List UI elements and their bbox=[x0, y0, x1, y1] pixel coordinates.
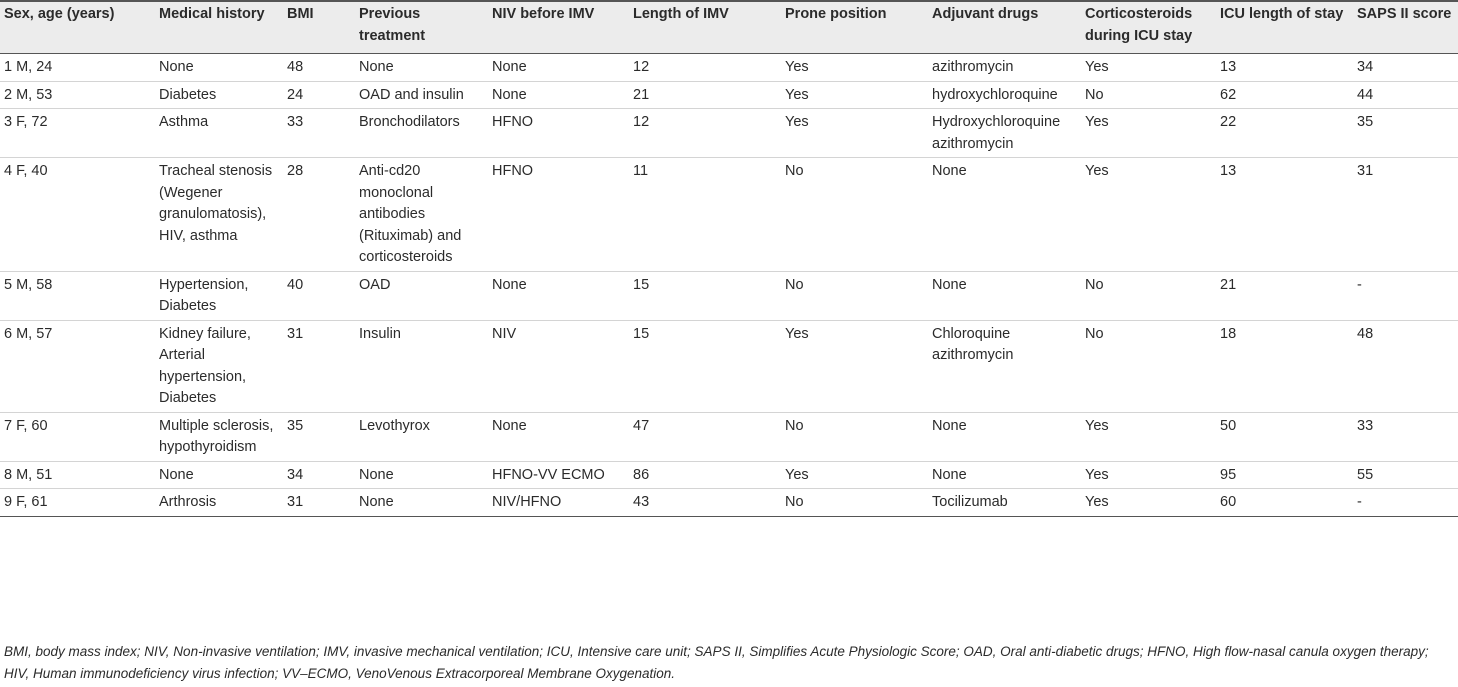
cell-medical-history: Tracheal stenosis (Wegener granulomatosis), HIV, asthma bbox=[159, 163, 273, 244]
table-footnote: BMI, body mass index; NIV, Non-invasive ventilation; IMV, invasive mechanical ventilation; ICU, Intensive care unit; SAPS II, Simplifies Acute Physiologic Score; OAD, Oral anti-diabetic drugs; HFNO, High flow-nasal canula oxygen therapy; HIV, Human immunodeficiency virus infection; VV–ECMO, VenoVenous Extracorporeal Membrane Oxygenation. bbox=[4, 644, 1429, 681]
cell-saps-ii: 34 bbox=[1357, 59, 1374, 75]
header-corticosteroids: Corticosteroids during ICU stay bbox=[1081, 1, 1216, 54]
header-row bbox=[0, 1, 1458, 54]
cell-saps-ii: 31 bbox=[1357, 163, 1374, 179]
cell-prone-position: No bbox=[785, 494, 804, 510]
cell-medical-history: Asthma bbox=[159, 114, 209, 130]
cell-length-imv: 12 bbox=[633, 59, 650, 75]
header-bmi: BMI bbox=[283, 1, 355, 54]
cell-length-imv: 12 bbox=[633, 114, 650, 130]
cell-bmi: 28 bbox=[287, 163, 304, 179]
cell-icu-length: 50 bbox=[1220, 417, 1237, 434]
table-row bbox=[0, 461, 1458, 489]
cell-saps-ii: 48 bbox=[1357, 325, 1374, 342]
cell-prone-position: Yes bbox=[785, 466, 809, 483]
cell-saps-ii: - bbox=[1357, 276, 1362, 293]
cell-length-imv: 43 bbox=[633, 494, 650, 510]
cell-adjuvant-drugs: None bbox=[932, 466, 967, 483]
cell-bmi: 31 bbox=[287, 325, 304, 342]
cell-niv-before-imv: HFNO bbox=[492, 163, 534, 179]
cell-previous-treatment: Bronchodilators bbox=[359, 114, 460, 130]
cell-previous-treatment: OAD bbox=[359, 276, 391, 293]
cell-sex-age: 1 M, 24 bbox=[4, 59, 53, 75]
cell-sex-age: 4 F, 40 bbox=[4, 163, 48, 179]
cell-icu-length: 18 bbox=[1220, 325, 1237, 342]
table-row bbox=[0, 412, 1458, 461]
header-length-imv: Length of IMV bbox=[629, 1, 781, 54]
cell-bmi: 31 bbox=[287, 494, 304, 510]
cell-niv-before-imv: None bbox=[492, 417, 527, 434]
cell-bmi: 33 bbox=[287, 114, 304, 130]
cell-medical-history: Diabetes bbox=[159, 86, 217, 103]
cell-length-imv: 21 bbox=[633, 86, 650, 103]
cell-icu-length: 13 bbox=[1220, 163, 1237, 179]
cell-length-imv: 47 bbox=[633, 417, 650, 434]
cell-corticosteroids: Yes bbox=[1085, 466, 1109, 483]
cell-niv-before-imv: NIV/HFNO bbox=[492, 494, 562, 510]
cell-previous-treatment: OAD and insulin bbox=[359, 86, 464, 103]
cell-icu-length: 22 bbox=[1220, 114, 1237, 130]
table-row bbox=[0, 54, 1458, 82]
cell-previous-treatment: Insulin bbox=[359, 325, 401, 342]
header-icu-length: ICU length of stay bbox=[1216, 1, 1353, 54]
cell-niv-before-imv: None bbox=[492, 276, 527, 293]
header-prone-position: Prone position bbox=[781, 1, 928, 54]
cell-prone-position: Yes bbox=[785, 114, 809, 130]
cell-medical-history: Hypertension, Diabetes bbox=[159, 276, 249, 314]
cell-adjuvant-drugs: None bbox=[932, 163, 967, 179]
header-medical-history: Medical history bbox=[155, 1, 283, 54]
cell-medical-history: Arthrosis bbox=[159, 494, 217, 510]
cell-saps-ii: - bbox=[1357, 494, 1362, 510]
cell-niv-before-imv: HFNO bbox=[492, 114, 534, 130]
cell-icu-length: 60 bbox=[1220, 494, 1237, 510]
cell-sex-age: 5 M, 58 bbox=[4, 276, 53, 293]
cell-medical-history: None bbox=[159, 466, 194, 483]
table-row bbox=[0, 320, 1458, 412]
cell-adjuvant-drugs: None bbox=[932, 417, 967, 434]
header-sex-age: Sex, age (years) bbox=[0, 1, 155, 54]
cell-icu-length: 21 bbox=[1220, 276, 1237, 293]
cell-corticosteroids: Yes bbox=[1085, 417, 1109, 434]
cell-medical-history: Multiple sclerosis, hypothyroidism bbox=[159, 417, 274, 455]
cell-prone-position: No bbox=[785, 276, 804, 293]
cell-previous-treatment: None bbox=[359, 494, 394, 510]
cell-prone-position: Yes bbox=[785, 86, 809, 103]
cell-previous-treatment: None bbox=[359, 59, 394, 75]
cell-bmi: 24 bbox=[287, 86, 304, 103]
cell-length-imv: 11 bbox=[633, 163, 649, 179]
cell-adjuvant-drugs: None bbox=[932, 276, 967, 293]
cell-bmi: 48 bbox=[287, 59, 304, 75]
table-row bbox=[0, 271, 1458, 320]
cell-saps-ii: 35 bbox=[1357, 114, 1374, 130]
cell-corticosteroids: No bbox=[1085, 325, 1104, 342]
cell-corticosteroids: Yes bbox=[1085, 59, 1109, 75]
cell-previous-treatment: Levothyrox bbox=[359, 417, 430, 434]
cell-prone-position: Yes bbox=[785, 325, 809, 342]
cell-length-imv: 15 bbox=[633, 325, 650, 342]
cell-length-imv: 15 bbox=[633, 276, 650, 293]
cell-niv-before-imv: HFNO-VV ECMO bbox=[492, 466, 605, 483]
cell-corticosteroids: Yes bbox=[1085, 494, 1109, 510]
cell-sex-age: 8 M, 51 bbox=[4, 466, 53, 483]
cell-prone-position: No bbox=[785, 417, 804, 434]
table-row bbox=[0, 489, 1458, 517]
cell-adjuvant-drugs: azithromycin bbox=[932, 59, 1014, 75]
table-header bbox=[0, 1, 1458, 54]
cell-previous-treatment: None bbox=[359, 466, 394, 483]
cell-prone-position: Yes bbox=[785, 59, 809, 75]
cell-sex-age: 3 F, 72 bbox=[4, 114, 48, 130]
header-adjuvant-drugs: Adjuvant drugs bbox=[928, 1, 1081, 54]
cell-previous-treatment: Anti-cd20 monoclonal antibodies (Rituximab) and corticosteroids bbox=[359, 163, 462, 265]
table-row bbox=[0, 81, 1458, 109]
cell-bmi: 34 bbox=[287, 466, 304, 483]
table-row bbox=[0, 158, 1458, 272]
cell-bmi: 40 bbox=[287, 276, 304, 293]
cell-adjuvant-drugs: Hydroxychloroquine azithromycin bbox=[932, 114, 1061, 152]
cell-adjuvant-drugs: Chloroquine azithromycin bbox=[932, 325, 1014, 363]
cell-corticosteroids: Yes bbox=[1085, 114, 1109, 130]
header-previous-treatment: Previous treatment bbox=[355, 1, 488, 54]
cell-niv-before-imv: NIV bbox=[492, 325, 517, 342]
cell-icu-length: 95 bbox=[1220, 466, 1237, 483]
cell-corticosteroids: No bbox=[1085, 276, 1104, 293]
cell-adjuvant-drugs: Tocilizumab bbox=[932, 494, 1008, 510]
header-niv-before-imv: NIV before IMV bbox=[488, 1, 629, 54]
cell-icu-length: 13 bbox=[1220, 59, 1237, 75]
cell-saps-ii: 44 bbox=[1357, 86, 1374, 103]
cell-prone-position: No bbox=[785, 163, 804, 179]
cell-sex-age: 6 M, 57 bbox=[4, 325, 53, 342]
cell-niv-before-imv: None bbox=[492, 86, 527, 103]
cell-adjuvant-drugs: hydroxychloroquine bbox=[932, 86, 1058, 103]
cell-medical-history: None bbox=[159, 59, 194, 75]
table-row bbox=[0, 109, 1458, 158]
cell-corticosteroids: Yes bbox=[1085, 163, 1109, 179]
header-saps-ii: SAPS II score bbox=[1353, 1, 1458, 54]
table-body bbox=[0, 54, 1458, 517]
cell-sex-age: 7 F, 60 bbox=[4, 417, 48, 434]
cell-saps-ii: 55 bbox=[1357, 466, 1374, 483]
cell-niv-before-imv: None bbox=[492, 59, 527, 75]
cell-saps-ii: 33 bbox=[1357, 417, 1374, 434]
cell-sex-age: 2 M, 53 bbox=[4, 86, 53, 103]
cell-bmi: 35 bbox=[287, 417, 304, 434]
cell-corticosteroids: No bbox=[1085, 86, 1104, 103]
cell-icu-length: 62 bbox=[1220, 86, 1237, 103]
cell-length-imv: 86 bbox=[633, 466, 650, 483]
cell-medical-history: Kidney failure, Arterial hypertension, Diabetes bbox=[159, 325, 251, 406]
cell-sex-age: 9 F, 61 bbox=[4, 494, 48, 510]
